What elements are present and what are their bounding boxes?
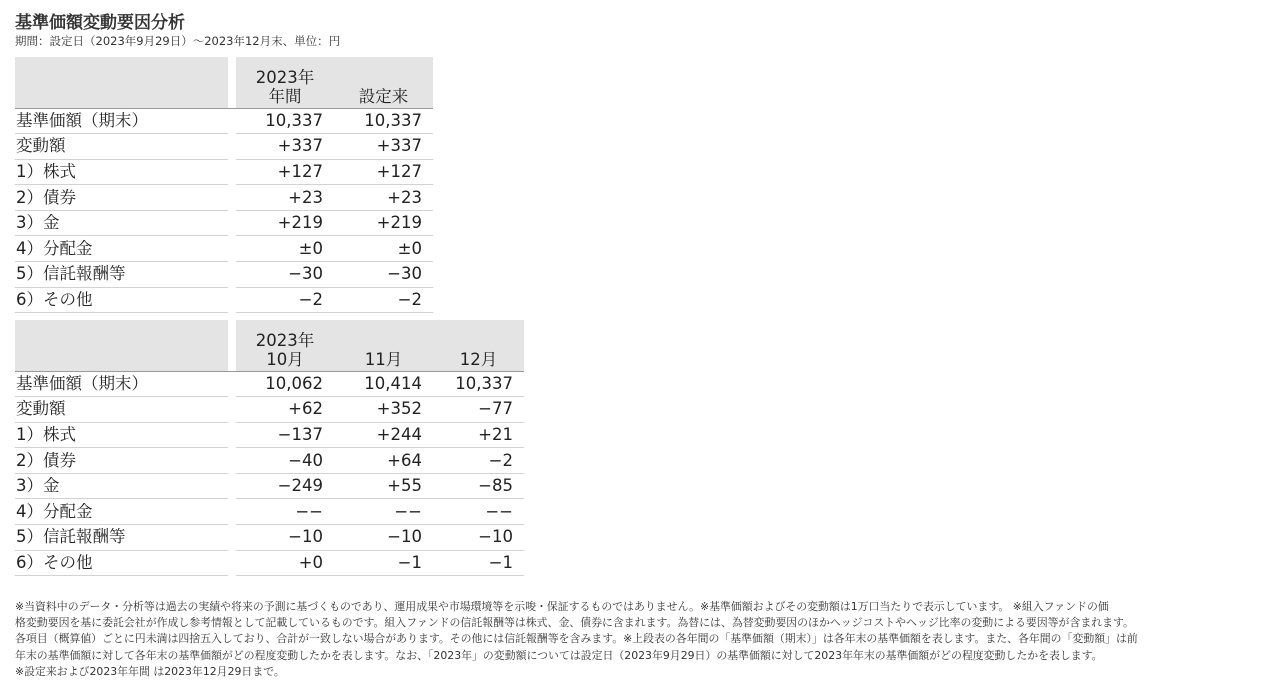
header-2023-annual: 2023年 年間 [236, 57, 334, 108]
row-label: 3）金 [15, 210, 228, 236]
value-cell: +219 [236, 210, 334, 236]
row-label: 基準価額（期末） [15, 371, 228, 397]
row-label: 6）その他 [15, 287, 228, 313]
table-row [15, 185, 433, 211]
row-label: 4）分配金 [15, 236, 228, 262]
value-cell: 10,337 [236, 108, 334, 134]
footnote-line: 年末の基準価額に対して各年末の基準価額がどの程度変動したかを表します。なお、「2023年」の変動額については設定日（2023年9月29日）の基準価額に対して2023年年末の基準価額がどの程度変動したかを表します。 [15, 648, 1103, 662]
value-cell: +64 [334, 448, 433, 474]
value-cell: 10,414 [334, 371, 433, 397]
footnote-line: 各項目（概算値）ごとに円未満は四捨五入しており、合計が一致しない場合があります。その他には信託報酬等を含みます。※上段表の各年間の「基準価額（期末）」は各年末の基準価額を表します。また、各年間の「変動額」は前 [15, 632, 1138, 646]
annual-change-table [15, 57, 433, 313]
row-label: 2）債券 [15, 448, 228, 474]
table-row [15, 159, 433, 185]
header-november: 11月 [334, 320, 433, 371]
value-cell: −85 [433, 473, 524, 499]
value-cell: −10 [334, 525, 433, 551]
row-label: 基準価額（期末） [15, 108, 228, 134]
row-label: 4）分配金 [15, 499, 228, 525]
header-label-cell [15, 57, 228, 108]
period-unit-note: 期間：設定日（2023年9月29日）～2023年12月末、単位：円 [15, 34, 341, 48]
row-label: 1）株式 [15, 159, 228, 185]
table-row [15, 448, 524, 474]
value-cell: +337 [334, 134, 433, 160]
value-cell: ±0 [334, 236, 433, 262]
value-cell: −10 [433, 525, 524, 551]
row-label: 2）債券 [15, 185, 228, 211]
table-row [15, 525, 524, 551]
value-cell: −2 [433, 448, 524, 474]
header-october: 2023年 10月 [236, 320, 334, 371]
monthly-change-table [15, 320, 524, 576]
value-cell: +23 [334, 185, 433, 211]
value-cell: +244 [334, 422, 433, 448]
footnote-line: ※当資料中のデータ・分析等は過去の実績や将来の予測に基づくものであり、運用成果や市場環境等を示唆・保証するものではありません。※基準価額およびその変動額は1万口当たりで表示しています。 ※組入ファンドの価 [15, 600, 1109, 613]
value-cell: −137 [236, 422, 334, 448]
disclaimer-footnote [15, 599, 1267, 680]
value-cell: 10,337 [334, 108, 433, 134]
value-cell: +21 [433, 422, 524, 448]
value-cell: −30 [334, 262, 433, 288]
table-header-row [15, 320, 524, 371]
row-label: 1）株式 [15, 422, 228, 448]
value-cell: +127 [334, 159, 433, 185]
value-cell: −2 [334, 287, 433, 313]
value-cell: +352 [334, 397, 433, 423]
value-cell: +127 [236, 159, 334, 185]
value-cell: −249 [236, 473, 334, 499]
table-row [15, 499, 524, 525]
value-cell: 10,337 [433, 371, 524, 397]
header-label-cell [15, 320, 228, 371]
value-cell: +23 [236, 185, 334, 211]
value-cell: +0 [236, 550, 334, 576]
value-cell: +337 [236, 134, 334, 160]
table-row [15, 210, 433, 236]
table-row [15, 108, 433, 134]
row-label: 変動額 [15, 397, 228, 423]
value-cell: +62 [236, 397, 334, 423]
row-label: 変動額 [15, 134, 228, 160]
value-cell: ±0 [236, 236, 334, 262]
footnote-line: ※設定来および2023年年間 は2023年12月29日まで。 [15, 664, 285, 678]
table-row [15, 236, 433, 262]
value-cell: −10 [236, 525, 334, 551]
page-title: 基準価額変動要因分析 [15, 13, 185, 33]
value-cell: 10,062 [236, 371, 334, 397]
footnote-line: 格変動要因を基に委託会社が作成し参考情報として記載しているものです。組入ファンドの信託報酬等は株式、金、債券に含まれます。為替には、為替変動要因のほかヘッジコストやヘッジ比率の変動による要因等が含まれます。 [15, 616, 1134, 630]
table-row [15, 134, 433, 160]
header-december: 12月 [433, 320, 524, 371]
value-cell: −77 [433, 397, 524, 423]
value-cell: −1 [334, 550, 433, 576]
table-row [15, 397, 524, 423]
row-label: 6）その他 [15, 550, 228, 576]
value-cell: −30 [236, 262, 334, 288]
value-cell: −− [236, 499, 334, 525]
value-cell: −1 [433, 550, 524, 576]
table-header-row [15, 57, 433, 108]
table-row [15, 371, 524, 397]
value-cell: −40 [236, 448, 334, 474]
row-label: 5）信託報酬等 [15, 525, 228, 551]
table-row [15, 473, 524, 499]
row-label: 3）金 [15, 473, 228, 499]
table-row [15, 262, 433, 288]
value-cell: +55 [334, 473, 433, 499]
value-cell: +219 [334, 210, 433, 236]
table-row [15, 422, 524, 448]
header-gap-cell [228, 320, 236, 371]
header-gap-cell [228, 57, 236, 108]
table-row [15, 287, 433, 313]
header-since-inception: 設定来 [334, 57, 433, 108]
table-row [15, 550, 524, 576]
value-cell: −2 [236, 287, 334, 313]
row-label: 5）信託報酬等 [15, 262, 228, 288]
value-cell: −− [433, 499, 524, 525]
value-cell: −− [334, 499, 433, 525]
